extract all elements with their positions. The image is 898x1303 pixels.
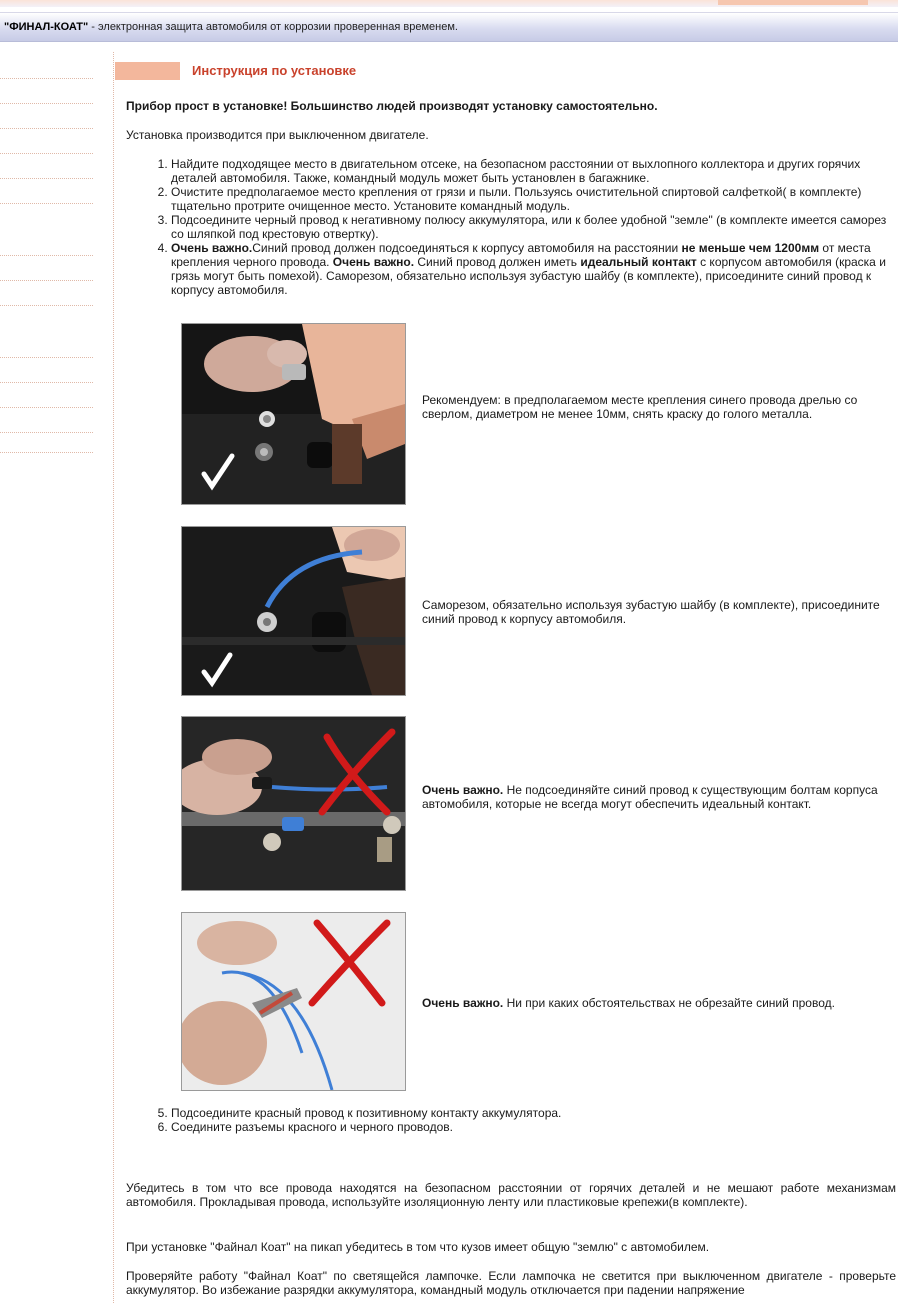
column-separator bbox=[113, 52, 114, 1303]
sidebar-divider bbox=[0, 78, 93, 79]
steps-list-b bbox=[126, 1106, 896, 1134]
step-4-important-1: Очень важно. bbox=[171, 241, 253, 255]
step-3: 3. Подсоедините черный провод к негативному полюсу аккумулятора, или к более удобной "земле" (в комплекте имеется саморез со шляпкой под крестовую отвертку). bbox=[171, 213, 896, 241]
step-6: 6. Соедините разъемы красного и черного проводов. bbox=[171, 1120, 896, 1134]
photo-bolts-illustration bbox=[182, 717, 405, 890]
outro-paragraph-lamp: Проверяйте работу "Файнал Коат" по светящейся лампочке. Если лампочка не светится при выключенном двигателе - проверьте аккумулятор. Во избежание разрядки аккумулятора, командный модуль отключается при падении напряжение bbox=[126, 1269, 896, 1297]
caption-no-existing-bolts bbox=[422, 783, 882, 811]
section-heading bbox=[115, 62, 895, 80]
step-1: 1. Найдите подходящее место в двигательном отсеке, на безопасном расстоянии от выхлопного коллектора и других горячих деталей автомобиля. Также, командный модуль может быть установлен в багажнике. bbox=[171, 157, 896, 185]
step-4-contact: идеальный контакт bbox=[580, 255, 697, 269]
step-4 bbox=[171, 241, 896, 297]
site-header bbox=[0, 12, 898, 42]
sidebar-divider bbox=[0, 382, 93, 383]
caption-text-4: Ни при каких обстоятельствах не обрезайте синий провод. bbox=[503, 996, 835, 1010]
outro-paragraph-pickup: При установке "Файнал Коат" на пикап убедитесь в том что кузов имеет общую "землю" с автомобилем. bbox=[126, 1240, 710, 1254]
caption-screw-blue-wire: Саморезом, обязательно используя зубастую шайбу (в комплекте), присоедините синий провод к корпусу автомобиля. bbox=[422, 598, 880, 626]
step-4-text-1: Синий провод должен подсоединяться к корпусу автомобиля на расстоянии bbox=[252, 241, 682, 255]
photo-screw-illustration bbox=[182, 527, 405, 695]
sidebar-divider bbox=[0, 280, 93, 281]
heading-accent-bar bbox=[115, 62, 180, 80]
caption-drill-paint: Рекомендуем: в предполагаемом месте крепления синего провода дрелью со сверлом, диаметром не менее 10мм, снять краску до голого металла. bbox=[422, 393, 858, 421]
sidebar-divider bbox=[0, 357, 93, 358]
photo-do-not-cut-wire bbox=[181, 912, 406, 1091]
step-5: 5. Подсоедините красный провод к позитивному контакту аккумулятора. bbox=[171, 1106, 896, 1120]
photo-no-existing-bolts bbox=[181, 716, 406, 891]
sidebar-divider bbox=[0, 128, 93, 129]
sidebar-divider bbox=[0, 178, 93, 179]
step-4-text-3: Синий провод должен иметь bbox=[414, 255, 581, 269]
outro-paragraph-wiring: Убедитесь в том что все провода находятся на безопасном расстоянии от горячих деталей и не мешают работе механизмам автомобиля. Прокладывая провода, используйте изоляционную ленту или пластиковые крепежи(в комплекте). bbox=[126, 1181, 896, 1209]
sidebar-divider bbox=[0, 153, 93, 154]
photo-drill-paint bbox=[181, 323, 406, 505]
caption-important-3: Очень важно. bbox=[422, 783, 504, 797]
intro-note: Установка производится при выключенном двигателе. bbox=[126, 128, 429, 142]
step-4-text-4: с корпусом автомобиля (краска и грязь могут быть помехой). Саморезом, обязательно используя зубастую шайбу (в комплекте), присоедините синий провод к корпусу автомобиля. bbox=[171, 255, 886, 297]
photo-screw-blue-wire bbox=[181, 526, 406, 696]
top-accent bbox=[718, 0, 868, 5]
intro-lead: Прибор прост в установке! Большинство людей производят установку самостоятельно. bbox=[126, 99, 658, 113]
photo-drill-illustration bbox=[182, 324, 405, 504]
step-2: 2. Очистите предполагаемое место крепления от грязи и пыли. Пользуясь очистительной спиртовой салфеткой( в комплекте) тщательно протрите очищенное место. Установите командный модуль. bbox=[171, 185, 896, 213]
sidebar-divider bbox=[0, 103, 93, 104]
header-tagline bbox=[4, 20, 458, 34]
sidebar-divider bbox=[0, 203, 93, 204]
top-strip bbox=[0, 0, 898, 7]
sidebar-divider bbox=[0, 407, 93, 408]
step-4-text-2: от места крепления черного провода. bbox=[171, 241, 871, 269]
sidebar-divider bbox=[0, 305, 93, 306]
sidebar-divider bbox=[0, 432, 93, 433]
section-title: Инструкция по установке bbox=[192, 63, 357, 78]
sidebar-divider bbox=[0, 255, 93, 256]
brand-name: "ФИНАЛ-КОАТ" bbox=[4, 21, 89, 33]
step-4-distance: не меньше чем 1200мм bbox=[681, 241, 820, 255]
sidebar-divider bbox=[0, 452, 93, 453]
caption-important-4: Очень важно. bbox=[422, 996, 504, 1010]
photo-cut-illustration bbox=[182, 913, 405, 1090]
steps-list-a bbox=[126, 157, 896, 297]
caption-do-not-cut-wire bbox=[422, 996, 882, 1010]
step-4-important-2: Очень важно. bbox=[332, 255, 415, 269]
tagline-text: - электронная защита автомобиля от коррозии проверенная временем. bbox=[88, 21, 458, 33]
caption-text-3: Не подсоединяйте синий провод к существующим болтам корпуса автомобиля, которые не всегда могут обеспечить идеальный контакт. bbox=[422, 783, 878, 811]
